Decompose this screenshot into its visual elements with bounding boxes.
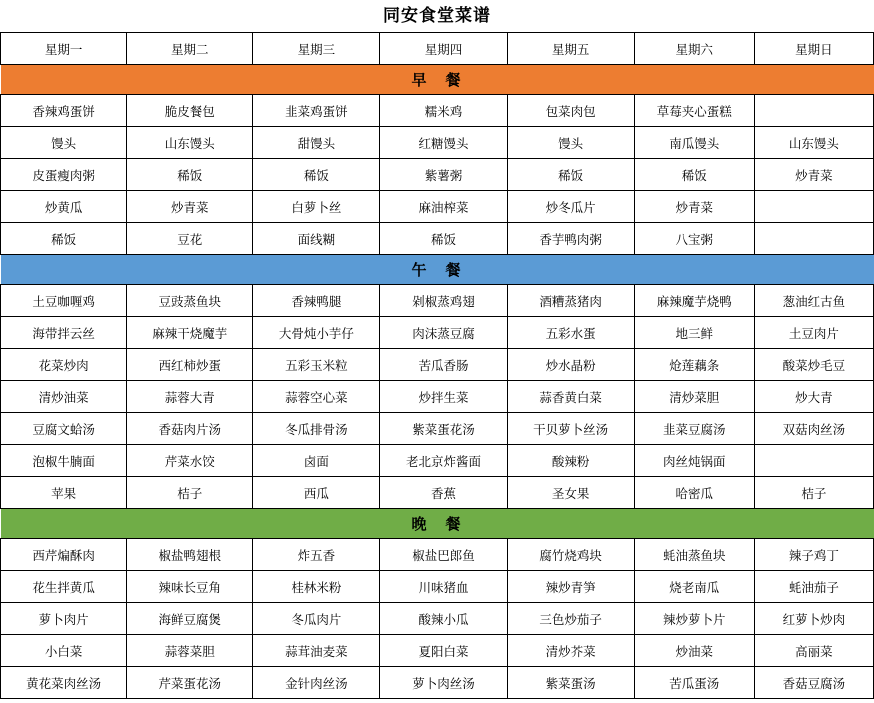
menu-table-body: [1, 33, 874, 699]
dish-cell: [754, 223, 873, 255]
dish-cell: 芹菜蛋花汤: [127, 667, 253, 699]
dish-cell: 蚝油茄子: [754, 571, 873, 603]
dish-cell: 馒头: [1, 127, 127, 159]
dish-cell: 五彩玉米粒: [253, 349, 380, 381]
breakfast-dish-row: [1, 191, 874, 223]
dish-cell: 黄花菜肉丝汤: [1, 667, 127, 699]
dish-cell: 酸菜炒毛豆: [754, 349, 873, 381]
dinner-dish-row: [1, 635, 874, 667]
dish-cell: 稀饭: [127, 159, 253, 191]
dish-cell: 蒜蓉空心菜: [253, 381, 380, 413]
dish-cell: 炒冬瓜片: [507, 191, 634, 223]
dish-cell: 葱油红古鱼: [754, 285, 873, 317]
page-title: 同安食堂菜谱: [383, 6, 491, 26]
lunch-dish-row: [1, 349, 874, 381]
dish-cell: 麻辣干烧魔芋: [127, 317, 253, 349]
dish-cell: 腐竹烧鸡块: [507, 539, 634, 571]
dish-cell: 冬瓜排骨汤: [253, 413, 380, 445]
dish-cell: 炝莲藕条: [634, 349, 754, 381]
dinner-dish-row: [1, 571, 874, 603]
dish-cell: 苦瓜蛋汤: [634, 667, 754, 699]
dish-cell: 西芹煸酥肉: [1, 539, 127, 571]
dish-cell: 包菜肉包: [507, 95, 634, 127]
dish-cell: [754, 95, 873, 127]
dish-cell: 紫菜蛋花汤: [380, 413, 507, 445]
dish-cell: 蒜香黄白菜: [507, 381, 634, 413]
dish-cell: 土豆肉片: [754, 317, 873, 349]
dish-cell: 酸辣粉: [507, 445, 634, 477]
breakfast-section-header: [1, 65, 874, 95]
dish-cell: 蒜蓉菜胆: [127, 635, 253, 667]
dish-cell: 夏阳白菜: [380, 635, 507, 667]
dish-cell: 豆豉蒸鱼块: [127, 285, 253, 317]
dish-cell: 辣味长豆角: [127, 571, 253, 603]
dish-cell: 酸辣小瓜: [380, 603, 507, 635]
dish-cell: 萝卜肉丝汤: [380, 667, 507, 699]
day-header: 星期六: [634, 33, 754, 65]
lunch-dish-row: [1, 381, 874, 413]
dish-cell: 海鲜豆腐煲: [127, 603, 253, 635]
dish-cell: [754, 445, 873, 477]
dish-cell: 蚝油蒸鱼块: [634, 539, 754, 571]
dish-cell: 八宝粥: [634, 223, 754, 255]
lunch-dish-row: [1, 317, 874, 349]
dish-cell: 卤面: [253, 445, 380, 477]
dish-cell: 炒黄瓜: [1, 191, 127, 223]
lunch-dish-row: [1, 445, 874, 477]
dish-cell: 辣炒青笋: [507, 571, 634, 603]
dish-cell: 糯米鸡: [380, 95, 507, 127]
dish-cell: 土豆咖喱鸡: [1, 285, 127, 317]
dish-cell: 香菇豆腐汤: [754, 667, 873, 699]
dish-cell: 炸五香: [253, 539, 380, 571]
lunch-dish-row: [1, 285, 874, 317]
lunch-section-label: 午 餐: [1, 255, 874, 285]
dish-cell: 豆腐文蛤汤: [1, 413, 127, 445]
dish-cell: 紫薯粥: [380, 159, 507, 191]
dish-cell: 韭菜鸡蛋饼: [253, 95, 380, 127]
dish-cell: 芹菜水饺: [127, 445, 253, 477]
dish-cell: 萝卜肉片: [1, 603, 127, 635]
dish-cell: 清炒芥菜: [507, 635, 634, 667]
dish-cell: 桔子: [127, 477, 253, 509]
dish-cell: 椒盐巴郎鱼: [380, 539, 507, 571]
dish-cell: 山东馒头: [754, 127, 873, 159]
dish-cell: 苦瓜香肠: [380, 349, 507, 381]
dinner-dish-row: [1, 539, 874, 571]
dish-cell: 稀饭: [253, 159, 380, 191]
dish-cell: 清炒菜胆: [634, 381, 754, 413]
dinner-section-header: [1, 509, 874, 539]
dish-cell: 小白菜: [1, 635, 127, 667]
day-header: 星期一: [1, 33, 127, 65]
day-header: 星期三: [253, 33, 380, 65]
dish-cell: 韭菜豆腐汤: [634, 413, 754, 445]
dish-cell: 西瓜: [253, 477, 380, 509]
lunch-dish-row: [1, 413, 874, 445]
dish-cell: 炒青菜: [634, 191, 754, 223]
dish-cell: 香菇肉片汤: [127, 413, 253, 445]
dish-cell: 皮蛋瘦肉粥: [1, 159, 127, 191]
dish-cell: 香辣鸡蛋饼: [1, 95, 127, 127]
dish-cell: 南瓜馒头: [634, 127, 754, 159]
dish-cell: 稀饭: [380, 223, 507, 255]
dish-cell: 香蕉: [380, 477, 507, 509]
dinner-dish-row: [1, 667, 874, 699]
dish-cell: 香辣鸭腿: [253, 285, 380, 317]
dish-cell: 稀饭: [634, 159, 754, 191]
dish-cell: [754, 191, 873, 223]
dish-cell: 肉沫蒸豆腐: [380, 317, 507, 349]
dish-cell: 面线糊: [253, 223, 380, 255]
day-header: 星期日: [754, 33, 873, 65]
dish-cell: 花菜炒肉: [1, 349, 127, 381]
dish-cell: 脆皮餐包: [127, 95, 253, 127]
dish-cell: 西红柿炒蛋: [127, 349, 253, 381]
dish-cell: 金针肉丝汤: [253, 667, 380, 699]
day-header: 星期二: [127, 33, 253, 65]
dish-cell: 草莓夹心蛋糕: [634, 95, 754, 127]
dish-cell: 酒糟蒸猪肉: [507, 285, 634, 317]
breakfast-dish-row: [1, 95, 874, 127]
dish-cell: 椒盐鸭翅根: [127, 539, 253, 571]
dish-cell: 紫菜蛋汤: [507, 667, 634, 699]
dish-cell: 清炒油菜: [1, 381, 127, 413]
breakfast-section-label: 早 餐: [1, 65, 874, 95]
dish-cell: 豆花: [127, 223, 253, 255]
dinner-section-label: 晚 餐: [1, 509, 874, 539]
day-header: 星期四: [380, 33, 507, 65]
dish-cell: 泡椒牛腩面: [1, 445, 127, 477]
breakfast-dish-row: [1, 127, 874, 159]
dish-cell: 冬瓜肉片: [253, 603, 380, 635]
day-header: 星期五: [507, 33, 634, 65]
lunch-section-header: [1, 255, 874, 285]
dish-cell: 桔子: [754, 477, 873, 509]
breakfast-dish-row: [1, 159, 874, 191]
dish-cell: 大骨炖小芋仔: [253, 317, 380, 349]
dish-cell: 蒜蓉大青: [127, 381, 253, 413]
dish-cell: 稀饭: [1, 223, 127, 255]
breakfast-dish-row: [1, 223, 874, 255]
dish-cell: 山东馒头: [127, 127, 253, 159]
dish-cell: 海带拌云丝: [1, 317, 127, 349]
dish-cell: 辣炒萝卜片: [634, 603, 754, 635]
dish-cell: 白萝卜丝: [253, 191, 380, 223]
dish-cell: 哈密瓜: [634, 477, 754, 509]
dish-cell: 香芋鸭肉粥: [507, 223, 634, 255]
dish-cell: 剁椒蒸鸡翅: [380, 285, 507, 317]
dish-cell: 麻油榨菜: [380, 191, 507, 223]
dish-cell: 圣女果: [507, 477, 634, 509]
dish-cell: 五彩水蛋: [507, 317, 634, 349]
dish-cell: 甜馒头: [253, 127, 380, 159]
dish-cell: 炒油菜: [634, 635, 754, 667]
dish-cell: 双菇肉丝汤: [754, 413, 873, 445]
dish-cell: 炒大青: [754, 381, 873, 413]
dinner-dish-row: [1, 603, 874, 635]
lunch-dish-row: [1, 477, 874, 509]
dish-cell: 稀饭: [507, 159, 634, 191]
menu-table: [0, 32, 874, 699]
dish-cell: 炒拌生菜: [380, 381, 507, 413]
dish-cell: 辣子鸡丁: [754, 539, 873, 571]
dish-cell: 炒水晶粉: [507, 349, 634, 381]
dish-cell: 干贝萝卜丝汤: [507, 413, 634, 445]
dish-cell: 高丽菜: [754, 635, 873, 667]
dish-cell: 老北京炸酱面: [380, 445, 507, 477]
dish-cell: 桂林米粉: [253, 571, 380, 603]
day-header-row: [1, 33, 874, 65]
dish-cell: 炒青菜: [754, 159, 873, 191]
dish-cell: 馒头: [507, 127, 634, 159]
dish-cell: 麻辣魔芋烧鸭: [634, 285, 754, 317]
dish-cell: 蒜茸油麦菜: [253, 635, 380, 667]
dish-cell: 红糖馒头: [380, 127, 507, 159]
dish-cell: 苹果: [1, 477, 127, 509]
dish-cell: 红萝卜炒肉: [754, 603, 873, 635]
dish-cell: 川味猪血: [380, 571, 507, 603]
dish-cell: 花生拌黄瓜: [1, 571, 127, 603]
dish-cell: 炒青菜: [127, 191, 253, 223]
dish-cell: 地三鲜: [634, 317, 754, 349]
dish-cell: 烧老南瓜: [634, 571, 754, 603]
dish-cell: 三色炒茄子: [507, 603, 634, 635]
dish-cell: 肉丝炖锅面: [634, 445, 754, 477]
